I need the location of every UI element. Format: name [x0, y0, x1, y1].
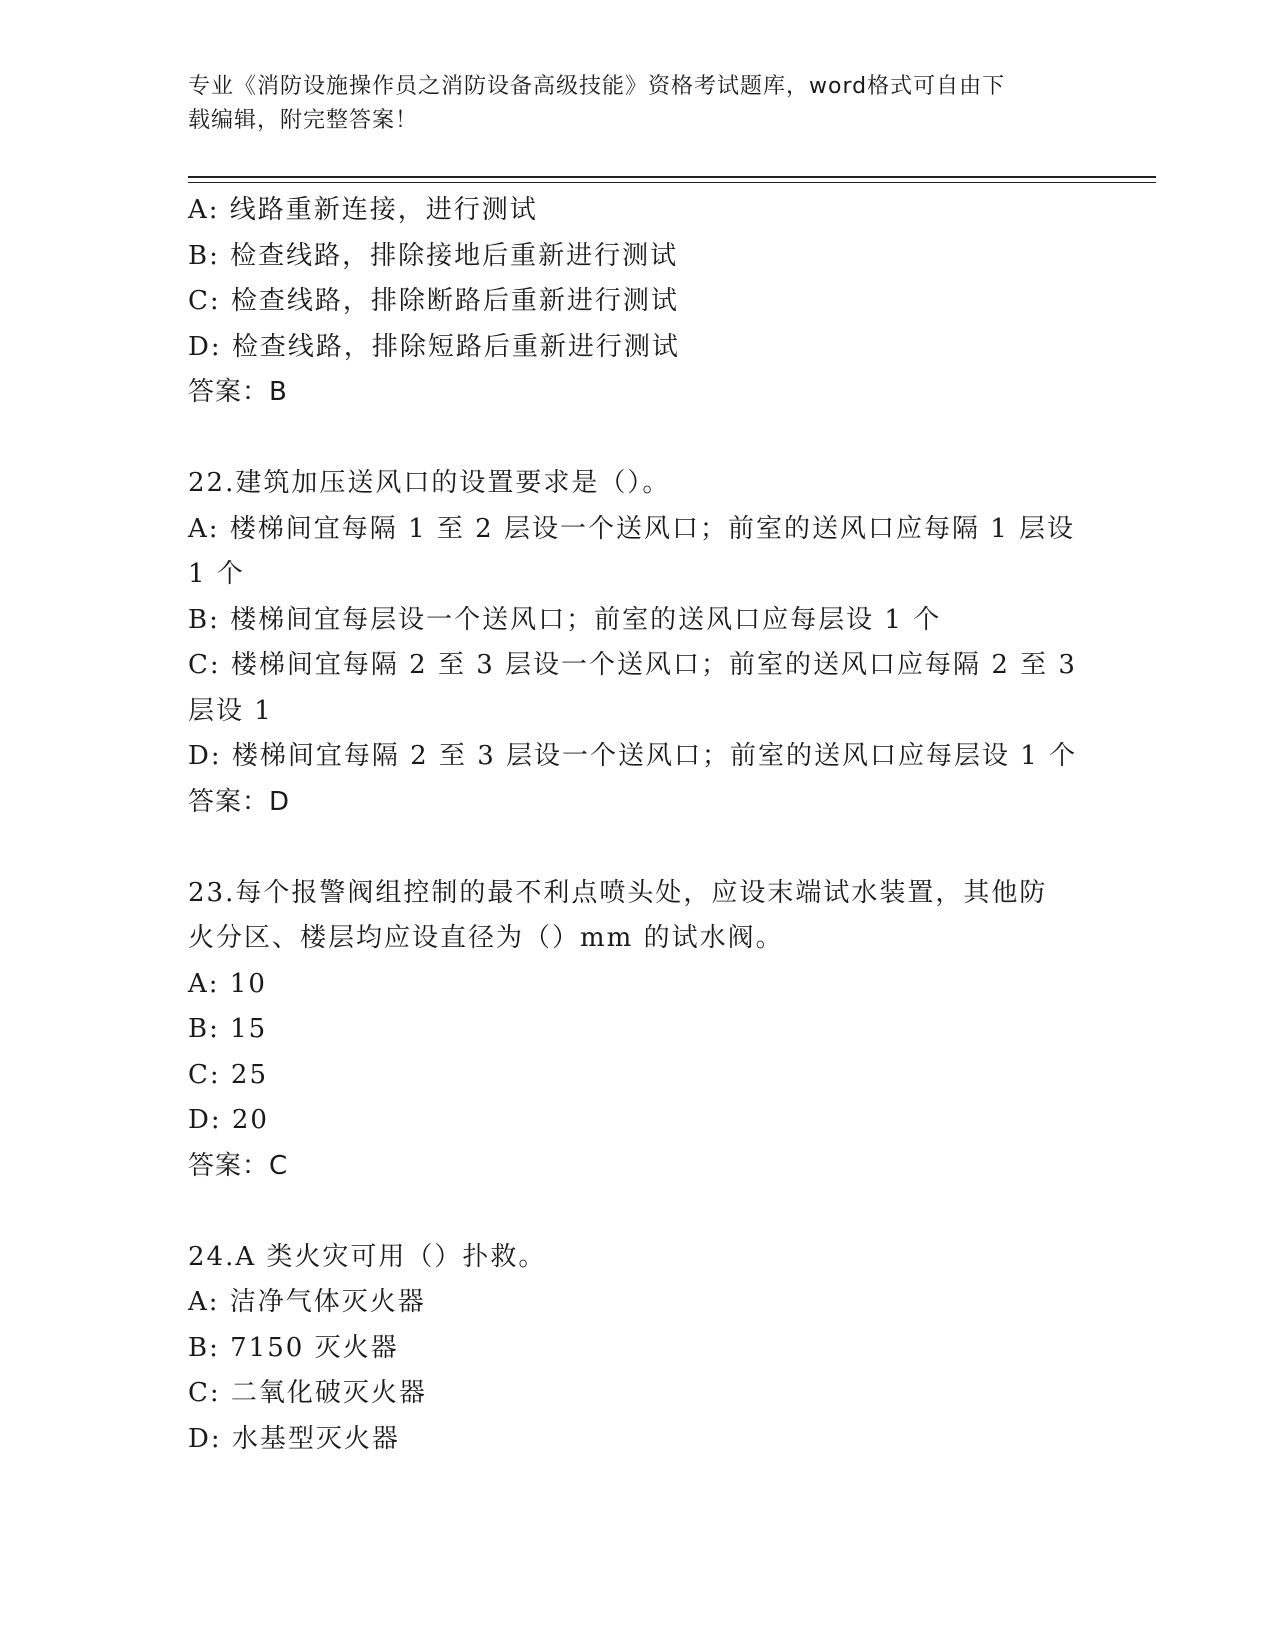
- q22-option-a-line1: A: 楼梯间宜每隔 1 至 2 层设一个送风口；前室的送风口应每隔 1 层设: [188, 513, 1076, 544]
- prev-answer: 答案：B: [188, 377, 288, 407]
- q23-option-b: B: 15: [188, 1014, 268, 1044]
- q22-answer: 答案：D: [188, 786, 291, 817]
- header-divider-thick: [188, 176, 1156, 178]
- q22-stem: 22.建筑加压送风口的设置要求是（）。: [188, 468, 671, 498]
- q24-option-d: D: 水基型灭火器: [188, 1423, 400, 1454]
- q22-option-d: D: 楼梯间宜每隔 2 至 3 层设一个送风口；前室的送风口应每层设 1 个: [188, 741, 1078, 771]
- q24-option-a: A: 洁净气体灭火器: [188, 1287, 426, 1317]
- header-line-2: 载编辑，附完整答案！: [188, 108, 419, 133]
- question-list: [188, 188, 1088, 1462]
- q23-option-d: D: 20: [188, 1105, 269, 1135]
- document-header: [188, 70, 1088, 138]
- question-24-block: [188, 1235, 1088, 1463]
- q22-option-a-line2: 1 个: [188, 559, 245, 589]
- q22-option-c-line1: C: 楼梯间宜每隔 2 至 3 层设一个送风口；前室的送风口应每隔 2 至 3: [188, 650, 1077, 680]
- prev-option-c: C: 检查线路，排除断路后重新进行测试: [188, 286, 679, 316]
- q24-stem: 24.A 类火灾可用（）扑救。: [188, 1241, 547, 1272]
- question-23-block: [188, 871, 1088, 1190]
- q23-answer: 答案：C: [188, 1150, 289, 1181]
- q24-option-b: B: 7150 灭火器: [188, 1332, 399, 1363]
- prev-option-d: D: 检查线路，排除短路后重新进行测试: [188, 331, 680, 362]
- q22-option-c-line2: 层设 1: [188, 695, 273, 726]
- header-line-1: 专业《消防设施操作员之消防设备高级技能》资格考试题库，word格式可自由下: [188, 74, 1006, 99]
- q23-stem-line2: 火分区、楼层均应设直径为（）mm 的试水阀。: [188, 923, 784, 953]
- question-22-block: [188, 461, 1088, 825]
- prev-question-block: [188, 188, 1088, 416]
- header-divider-thin: [188, 182, 1156, 183]
- q23-stem-line1: 23.每个报警阀组控制的最不利点喷头处，应设末端试水装置，其他防: [188, 877, 1048, 908]
- q22-option-b: B: 楼梯间宜每层设一个送风口；前室的送风口应每层设 1 个: [188, 604, 942, 635]
- q23-option-a: A: 10: [188, 968, 267, 999]
- prev-option-b: B: 检查线路，排除接地后重新进行测试: [188, 240, 679, 271]
- q24-option-c: C: 二氧化破灭火器: [188, 1378, 427, 1408]
- prev-option-a: A: 线路重新连接，进行测试: [188, 195, 538, 225]
- q23-option-c: C: 25: [188, 1059, 269, 1090]
